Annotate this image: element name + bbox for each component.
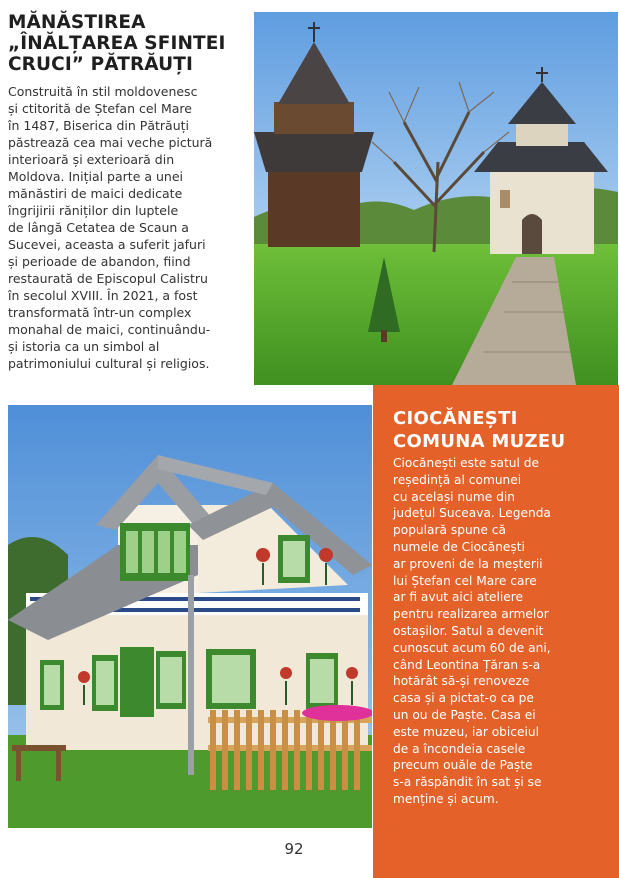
body-line: populară spune că: [393, 523, 506, 538]
body-line: îngrijirii răniților din luptele: [8, 203, 179, 218]
body-line: casa și a pictat-o ca pe: [393, 691, 534, 706]
body-line: cunoscut acum 60 de ani,: [393, 640, 551, 655]
body-line: de a încondeia casele: [393, 741, 526, 756]
body-line: în 1487, Biserica din Pătrăuți: [8, 118, 189, 133]
body-line: de lângă Cetatea de Scaun a: [8, 220, 189, 235]
body-line: lui Ștefan cel Mare care: [393, 573, 537, 588]
painted-house-photo: [8, 405, 372, 828]
monastery-illustration: [254, 12, 618, 385]
body-line: un ou de Paște. Casa ei: [393, 707, 536, 722]
body-line: pentru realizarea armelor: [393, 607, 549, 622]
section2-title-line: COMUNA MUZEU: [393, 431, 566, 452]
body-line: este muzeu, iar obiceiul: [393, 724, 539, 739]
body-line: mănăstiri de maici dedicate: [8, 186, 183, 201]
body-line: numele de Ciocănești: [393, 539, 525, 554]
section2-body: [393, 455, 613, 808]
body-line: patrimoniului cultural și religios.: [8, 356, 210, 371]
body-line: cu același nume din: [393, 489, 515, 504]
body-line: și perioade de abandon, fiind: [8, 254, 191, 269]
section1-title-line: CRUCI” PĂTRĂUȚI: [8, 54, 193, 75]
body-line: ar proveni de la meșterii: [393, 556, 543, 571]
section2-title-line: CIOCĂNEȘTI: [393, 408, 518, 429]
body-line: județul Suceava. Legenda: [393, 506, 551, 521]
body-line: restaurată de Episcopul Calistru: [8, 271, 208, 286]
body-line: păstrează cea mai veche pictură: [8, 135, 213, 150]
body-line: hotărât să-și renoveze: [393, 674, 530, 689]
body-line: interioară și exterioară din: [8, 152, 175, 167]
body-line: Ciocănești este satul de: [393, 456, 539, 470]
section1-title: [8, 12, 248, 75]
body-line: ar fi avut aici ateliere: [393, 590, 524, 605]
body-line: Construită în stil moldovenesc: [8, 84, 198, 99]
page-number: 92: [284, 840, 304, 858]
body-line: și istoria ca un simbol al: [8, 339, 160, 354]
section2-title: [393, 407, 565, 453]
body-line: transformată într-un complex: [8, 305, 192, 320]
body-line: precum ouăle de Paște: [393, 758, 533, 773]
body-line: s-a răspândit în sat și se: [393, 775, 542, 790]
monastery-photo: [254, 12, 618, 385]
painted-house-illustration: [8, 405, 372, 828]
section1-body: [8, 83, 254, 372]
section1-title-line: „ÎNĂLȚAREA SFINTEI: [8, 33, 226, 54]
body-line: când Leontina Țăran s-a: [393, 657, 541, 672]
body-line: menține și acum.: [393, 791, 499, 806]
body-line: Moldova. Inițial parte a unei: [8, 169, 183, 184]
section1-title-line: MĂNĂSTIREA: [8, 12, 146, 33]
body-line: Sucevei, aceasta a suferit jafuri: [8, 237, 206, 252]
body-line: și ctitorită de Ștefan cel Mare: [8, 101, 192, 116]
body-line: ostașilor. Satul a devenit: [393, 623, 544, 638]
ciocanesti-panel: [373, 385, 619, 878]
body-line: reședință al comunei: [393, 472, 522, 487]
body-line: monahal de maici, continuându-: [8, 322, 211, 337]
body-line: în secolul XVIII. În 2021, a fost: [8, 288, 198, 303]
